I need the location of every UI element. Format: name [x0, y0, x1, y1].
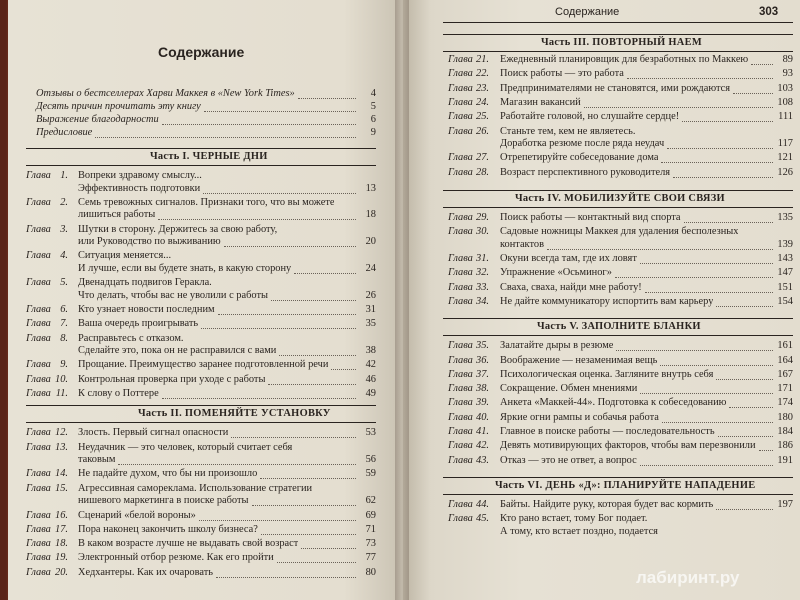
- chapter-label: Глава: [448, 82, 473, 94]
- running-header: Содержание: [555, 6, 620, 18]
- chapter-label: Глава: [26, 277, 51, 289]
- chapter-title: А тому, кто встает поздно, подается: [500, 525, 658, 537]
- chapter-page: 18: [365, 209, 376, 221]
- chapter-page: 164: [777, 354, 793, 366]
- dot-leader: [645, 282, 773, 293]
- part-bottom-rule: [26, 422, 376, 423]
- chapter-title: Злость. Первый сигнал опасности: [78, 427, 229, 439]
- chapter-page: 135: [777, 211, 793, 223]
- part-top-rule: [443, 477, 793, 478]
- chapter-title: Отрепетируйте собеседование дома: [500, 152, 659, 164]
- part-bottom-rule: [443, 207, 793, 208]
- chapter-number: 36.: [476, 354, 489, 366]
- book-gutter: [395, 0, 409, 600]
- chapter-title: Поиск работы — это работа: [500, 68, 624, 80]
- chapter-title: Отказ — это не ответ, а вопрос: [500, 454, 637, 466]
- dot-leader: [252, 495, 356, 506]
- chapter-number: 45.: [476, 513, 489, 525]
- chapter-number: 21.: [476, 54, 489, 65]
- chapter-title: Семь тревожных сигналов. Признаки того, что вы можете: [78, 196, 335, 208]
- chapter-page: 174: [777, 397, 793, 409]
- dot-leader: [218, 304, 356, 315]
- chapter-label: Глава: [26, 170, 51, 181]
- chapter-number: 30.: [476, 226, 489, 238]
- chapter-page: 71: [365, 523, 376, 535]
- chapter-page: 73: [365, 538, 376, 550]
- front-matter-page: 9: [370, 127, 376, 138]
- chapter-page: 49: [365, 388, 376, 399]
- dot-leader: [751, 54, 773, 65]
- chapter-number: 41.: [476, 426, 489, 437]
- chapter-label: Глава: [26, 388, 51, 399]
- dot-leader: [216, 567, 356, 578]
- chapter-label: Глава: [448, 152, 473, 164]
- chapter-title: Яркие огни рампы и собачья работа: [500, 411, 659, 423]
- chapter-label: Глава: [448, 281, 473, 293]
- page-number: 303: [759, 6, 779, 18]
- chapter-number: 34.: [476, 295, 489, 307]
- chapter-page: 184: [777, 426, 793, 437]
- chapter-page: 151: [777, 281, 793, 293]
- chapter-title: Психологическая оценка. Загляните внутрь себя: [500, 368, 714, 380]
- chapter-label: Глава: [26, 196, 51, 208]
- chapter-title: Вопреки здравому смыслу...: [78, 170, 202, 181]
- front-matter-page: 6: [370, 114, 376, 125]
- chapter-number: 38.: [476, 383, 489, 395]
- chapter-label: Глава: [448, 267, 473, 279]
- chapter-page: 13: [365, 182, 376, 194]
- dot-leader: [684, 212, 773, 223]
- chapter-number: 11.: [55, 388, 68, 399]
- dot-leader: [261, 524, 356, 535]
- right-page: [403, 0, 800, 600]
- chapter-page: 171: [777, 383, 793, 395]
- part-bottom-rule: [443, 51, 793, 52]
- dot-leader: [716, 499, 773, 510]
- front-matter-page: 5: [370, 101, 376, 112]
- dot-leader: [716, 369, 773, 380]
- dot-leader: [224, 236, 356, 247]
- chapter-page: 161: [777, 340, 793, 352]
- chapter-title: Кто рано встает, тому Бог подает.: [500, 513, 648, 525]
- dot-leader: [162, 388, 356, 399]
- dot-leader: [640, 455, 773, 466]
- chapter-label: Глава: [448, 96, 473, 108]
- chapter-label: Глава: [448, 368, 473, 380]
- chapter-label: Глава: [26, 223, 51, 235]
- chapter-number: 15.: [55, 482, 68, 494]
- chapter-label: Глава: [448, 440, 473, 452]
- chapter-title: Кто узнает новости последним: [78, 304, 215, 315]
- chapter-title: Предпринимателями не становятся, ими рождаются: [500, 82, 731, 94]
- chapter-label: Глава: [448, 498, 473, 510]
- chapter-label: Глава: [448, 383, 473, 395]
- chapter-label: Глава: [448, 166, 473, 178]
- dot-leader: [294, 263, 356, 274]
- chapter-number: 29.: [476, 211, 489, 223]
- dot-leader: [627, 68, 773, 79]
- chapter-page: 111: [778, 111, 793, 123]
- chapter-label: Глава: [26, 441, 51, 453]
- front-matter-item: Отзывы о бестселлерах Харви Маккея в «New York Times»: [36, 88, 295, 99]
- chapter-page: 69: [365, 509, 376, 521]
- part-bottom-rule: [443, 335, 793, 336]
- chapter-number: 9.: [60, 359, 68, 371]
- chapter-title: Шутки в сторону. Держитесь за свою работу,: [78, 223, 278, 235]
- chapter-number: 33.: [476, 281, 489, 293]
- chapter-title: Анкета «Маккей-44». Подготовка к собеседованию: [500, 397, 727, 409]
- part-top-rule: [443, 190, 793, 191]
- part-title: Часть II. ПОМЕНЯЙТЕ УСТАНОВКУ: [138, 408, 331, 420]
- part-title: Часть VI. ДЕНЬ «Д»: ПЛАНИРУЙТЕ НАПАДЕНИЕ: [495, 479, 756, 491]
- dot-leader: [298, 88, 356, 99]
- chapter-number: 42.: [476, 440, 489, 452]
- chapter-number: 6.: [60, 304, 68, 315]
- chapter-title: Неудачник — это человек, который считает себя: [78, 441, 293, 453]
- chapter-number: 32.: [476, 267, 489, 279]
- chapter-label: Глава: [448, 226, 473, 238]
- chapter-page: 186: [777, 440, 793, 452]
- chapter-label: Глава: [448, 111, 473, 123]
- chapter-title: Ежедневный планировщик для безработных по Маккею: [500, 54, 749, 65]
- chapter-page: 197: [777, 498, 793, 510]
- chapter-page: 89: [782, 54, 793, 65]
- chapter-page: 143: [777, 253, 793, 264]
- chapter-page: 147: [777, 267, 793, 279]
- chapter-label: Глава: [448, 125, 473, 137]
- chapter-title: Расправьтесь с отказом.: [78, 332, 184, 344]
- chapter-title: лишиться работы: [78, 209, 156, 221]
- chapter-title: Девять мотивирующих факторов, чтобы вам перезвонили: [500, 440, 756, 452]
- chapter-title: Поиск работы — контактный вид спорта: [500, 211, 681, 223]
- part-top-rule: [26, 148, 376, 149]
- part-title: Часть IV. МОБИЛИЗУЙТЕ СВОИ СВЯЗИ: [515, 192, 725, 204]
- chapter-title: или Руководство по выживанию: [78, 236, 221, 248]
- chapter-title: контактов: [500, 238, 544, 250]
- chapter-number: 12.: [55, 427, 68, 439]
- chapter-title: Главное в поиске работы — последовательность: [500, 426, 715, 437]
- chapter-page: 154: [777, 295, 793, 307]
- chapter-page: 121: [777, 152, 793, 164]
- dot-leader: [162, 114, 356, 125]
- chapter-page: 53: [365, 427, 376, 439]
- chapter-label: Глава: [26, 250, 51, 262]
- chapter-number: 43.: [476, 454, 489, 466]
- chapter-number: 31.: [476, 253, 489, 264]
- chapter-number: 44.: [476, 498, 489, 510]
- dot-leader: [231, 427, 356, 438]
- dot-leader: [547, 239, 773, 250]
- chapter-label: Глава: [448, 426, 473, 437]
- chapter-title: Воображение — незаменимая вещь: [500, 354, 658, 366]
- dot-leader: [277, 552, 356, 563]
- chapter-title: И лучше, если вы будете знать, в какую сторону: [78, 262, 292, 274]
- dot-leader: [201, 318, 356, 329]
- part-top-rule: [443, 318, 793, 319]
- chapter-label: Глава: [26, 318, 51, 330]
- chapter-title: Упражнение «Осьминог»: [500, 267, 612, 279]
- chapter-title: Не падайте духом, что бы ни произошло: [78, 468, 258, 480]
- chapter-page: 180: [777, 411, 793, 423]
- chapter-number: 8.: [60, 332, 68, 344]
- dot-leader: [158, 209, 356, 220]
- chapter-number: 13.: [55, 441, 68, 453]
- chapter-page: 80: [365, 566, 376, 578]
- part-bottom-rule: [26, 165, 376, 166]
- dot-leader: [682, 111, 773, 122]
- chapter-number: 23.: [476, 82, 489, 94]
- chapter-label: Глава: [26, 538, 51, 550]
- chapter-page: 46: [365, 373, 376, 385]
- chapter-number: 20.: [55, 566, 68, 578]
- chapter-title: нишевого маркетинга в поиске работы: [78, 495, 249, 507]
- chapter-number: 5.: [60, 277, 68, 289]
- chapter-title: Прощание. Преимущество заранее подготовленной речи: [78, 359, 329, 371]
- chapter-title: Доработка резюме после ряда неудач: [500, 138, 665, 149]
- chapter-title: Эффективность подготовки: [78, 182, 201, 194]
- chapter-page: 38: [365, 345, 376, 357]
- chapter-page: 93: [782, 68, 793, 80]
- chapter-page: 103: [777, 82, 793, 94]
- chapter-page: 42: [365, 359, 376, 371]
- part-title: Часть III. ПОВТОРНЫЙ НАЕМ: [541, 37, 702, 48]
- chapter-title: Сокращение. Обмен мнениями: [500, 383, 638, 395]
- dot-leader: [640, 253, 773, 264]
- chapter-title: Садовые ножницы Маккея для удаления бесполезных: [500, 226, 739, 238]
- chapter-page: 24: [365, 262, 376, 274]
- chapter-number: 17.: [55, 523, 68, 535]
- chapter-title: Не дайте коммуникатору испортить вам карьеру: [500, 295, 714, 307]
- chapter-page: 126: [777, 166, 793, 178]
- chapter-page: 59: [365, 468, 376, 480]
- chapter-label: Глава: [448, 68, 473, 80]
- chapter-label: Глава: [448, 211, 473, 223]
- chapter-page: 56: [365, 454, 376, 466]
- chapter-label: Глава: [26, 373, 51, 385]
- chapter-label: Глава: [26, 566, 51, 578]
- chapter-label: Глава: [26, 359, 51, 371]
- dot-leader: [271, 290, 356, 301]
- chapter-label: Глава: [448, 397, 473, 409]
- dot-leader: [118, 454, 356, 465]
- chapter-label: Глава: [448, 354, 473, 366]
- dot-leader: [260, 468, 356, 479]
- chapter-page: 62: [365, 495, 376, 507]
- chapter-number: 24.: [476, 96, 489, 108]
- chapter-title: Двенадцать подвигов Геракла.: [78, 277, 212, 289]
- dot-leader: [331, 359, 356, 370]
- chapter-number: 10.: [55, 373, 68, 385]
- chapter-label: Глава: [26, 468, 51, 480]
- chapter-page: 191: [777, 454, 793, 466]
- chapter-title: Окуни всегда там, где их ловят: [500, 253, 637, 264]
- chapter-number: 26.: [476, 125, 489, 137]
- chapter-title: Магазин вакансий: [500, 96, 581, 108]
- chapter-title: Что делать, чтобы вас не уволили с работы: [78, 289, 268, 301]
- chapter-number: 19.: [55, 552, 68, 564]
- chapter-title: В каком возрасте лучше не выдавать свой возраст: [78, 538, 299, 550]
- dot-leader: [729, 397, 773, 408]
- chapter-label: Глава: [26, 332, 51, 344]
- left-page: [8, 0, 403, 600]
- chapter-title: Агрессивная самореклама. Использование стратегии: [78, 482, 313, 494]
- dot-leader: [268, 374, 356, 385]
- front-matter-page: 4: [370, 88, 376, 99]
- chapter-number: 22.: [476, 68, 489, 80]
- chapter-page: 35: [365, 318, 376, 330]
- dot-leader: [615, 267, 773, 278]
- toc-title: Содержание: [158, 44, 245, 60]
- chapter-title: Работайте головой, но слушайте сердце!: [500, 111, 680, 123]
- dot-leader: [716, 296, 773, 307]
- chapter-label: Глава: [26, 509, 51, 521]
- chapter-page: 167: [777, 368, 793, 380]
- part-top-rule: [26, 405, 376, 406]
- dot-leader: [662, 412, 773, 423]
- chapter-number: 7.: [60, 318, 68, 330]
- chapter-title: Сваха, сваха, найди мне работу!: [500, 281, 642, 293]
- chapter-title: Ваша очередь проигрывать: [78, 318, 199, 330]
- dot-leader: [718, 426, 773, 437]
- chapter-label: Глава: [26, 427, 51, 439]
- chapter-label: Глава: [448, 295, 473, 307]
- chapter-number: 40.: [476, 411, 489, 423]
- chapter-title: Пора наконец закончить школу бизнеса?: [78, 523, 258, 535]
- header-rule: [443, 22, 793, 23]
- chapter-page: 77: [365, 552, 376, 564]
- chapter-number: 37.: [476, 368, 489, 380]
- chapter-title: Возраст перспективного руководителя: [500, 166, 671, 178]
- chapter-number: 14.: [55, 468, 68, 480]
- chapter-title: Залатайте дыры в резюме: [500, 340, 614, 352]
- dot-leader: [199, 510, 356, 521]
- chapter-label: Глава: [26, 523, 51, 535]
- chapter-label: Глава: [26, 304, 51, 315]
- chapter-title: Хедхантеры. Как их очаровать: [78, 566, 213, 578]
- dot-leader: [301, 538, 356, 549]
- chapter-number: 16.: [55, 509, 68, 521]
- chapter-number: 2.: [60, 196, 68, 208]
- chapter-page: 139: [777, 238, 793, 250]
- dot-leader: [667, 138, 773, 149]
- chapter-label: Глава: [448, 411, 473, 423]
- chapter-number: 4.: [60, 250, 68, 262]
- chapter-number: 18.: [55, 538, 68, 550]
- dot-leader: [733, 83, 773, 94]
- chapter-number: 28.: [476, 166, 489, 178]
- dot-leader: [660, 355, 773, 366]
- chapter-title: Сценарий «белой вороны»: [78, 509, 196, 521]
- part-title: Часть V. ЗАПОЛНИТЕ БЛАНКИ: [537, 321, 701, 333]
- dot-leader: [616, 340, 773, 351]
- dot-leader: [584, 97, 773, 108]
- watermark-logo: лабиринт.ру: [636, 568, 740, 587]
- front-matter-item: Предисловие: [36, 127, 93, 138]
- chapter-label: Глава: [448, 340, 473, 352]
- dot-leader: [661, 152, 773, 163]
- chapter-number: 27.: [476, 152, 489, 164]
- chapter-page: 108: [777, 96, 793, 108]
- chapter-number: 3.: [60, 223, 68, 235]
- chapter-label: Глава: [448, 454, 473, 466]
- chapter-number: 1.: [60, 170, 68, 181]
- dot-leader: [640, 383, 773, 394]
- chapter-title: Ситуация меняется...: [78, 250, 172, 262]
- chapter-number: 35.: [476, 340, 489, 352]
- chapter-title: Байты. Найдите руку, которая будет вас кормить: [500, 498, 714, 510]
- chapter-label: Глава: [26, 482, 51, 494]
- chapter-label: Глава: [448, 253, 473, 264]
- dot-leader: [203, 183, 356, 194]
- dot-leader: [204, 101, 356, 112]
- chapter-title: Контрольная проверка при уходе с работы: [78, 373, 266, 385]
- chapter-number: 25.: [476, 111, 489, 123]
- front-matter-item: Десять причин прочитать эту книгу: [36, 101, 201, 112]
- chapter-page: 117: [777, 138, 793, 149]
- part-title: Часть I. ЧЕРНЫЕ ДНИ: [150, 151, 268, 162]
- chapter-label: Глава: [448, 54, 473, 65]
- chapter-title: Электронный отбор резюме. Как его пройти: [78, 552, 274, 564]
- chapter-page: 31: [365, 304, 376, 315]
- chapter-page: 20: [365, 236, 376, 248]
- front-matter-item: Выражение благодарности: [36, 114, 159, 125]
- chapter-label: Глава: [448, 513, 473, 525]
- dot-leader: [279, 345, 356, 356]
- dot-leader: [95, 127, 356, 138]
- chapter-title: Станьте тем, кем не являетесь.: [500, 125, 636, 137]
- chapter-label: Глава: [26, 552, 51, 564]
- part-bottom-rule: [443, 494, 793, 495]
- chapter-page: 26: [365, 289, 376, 301]
- chapter-title: таковым: [78, 454, 116, 466]
- part-top-rule: [443, 34, 793, 35]
- dot-leader: [673, 167, 773, 178]
- chapter-title: Сделайте это, пока он не расправился с вами: [78, 345, 277, 357]
- chapter-title: К слову о Поттере: [78, 388, 159, 399]
- chapter-number: 39.: [476, 397, 489, 409]
